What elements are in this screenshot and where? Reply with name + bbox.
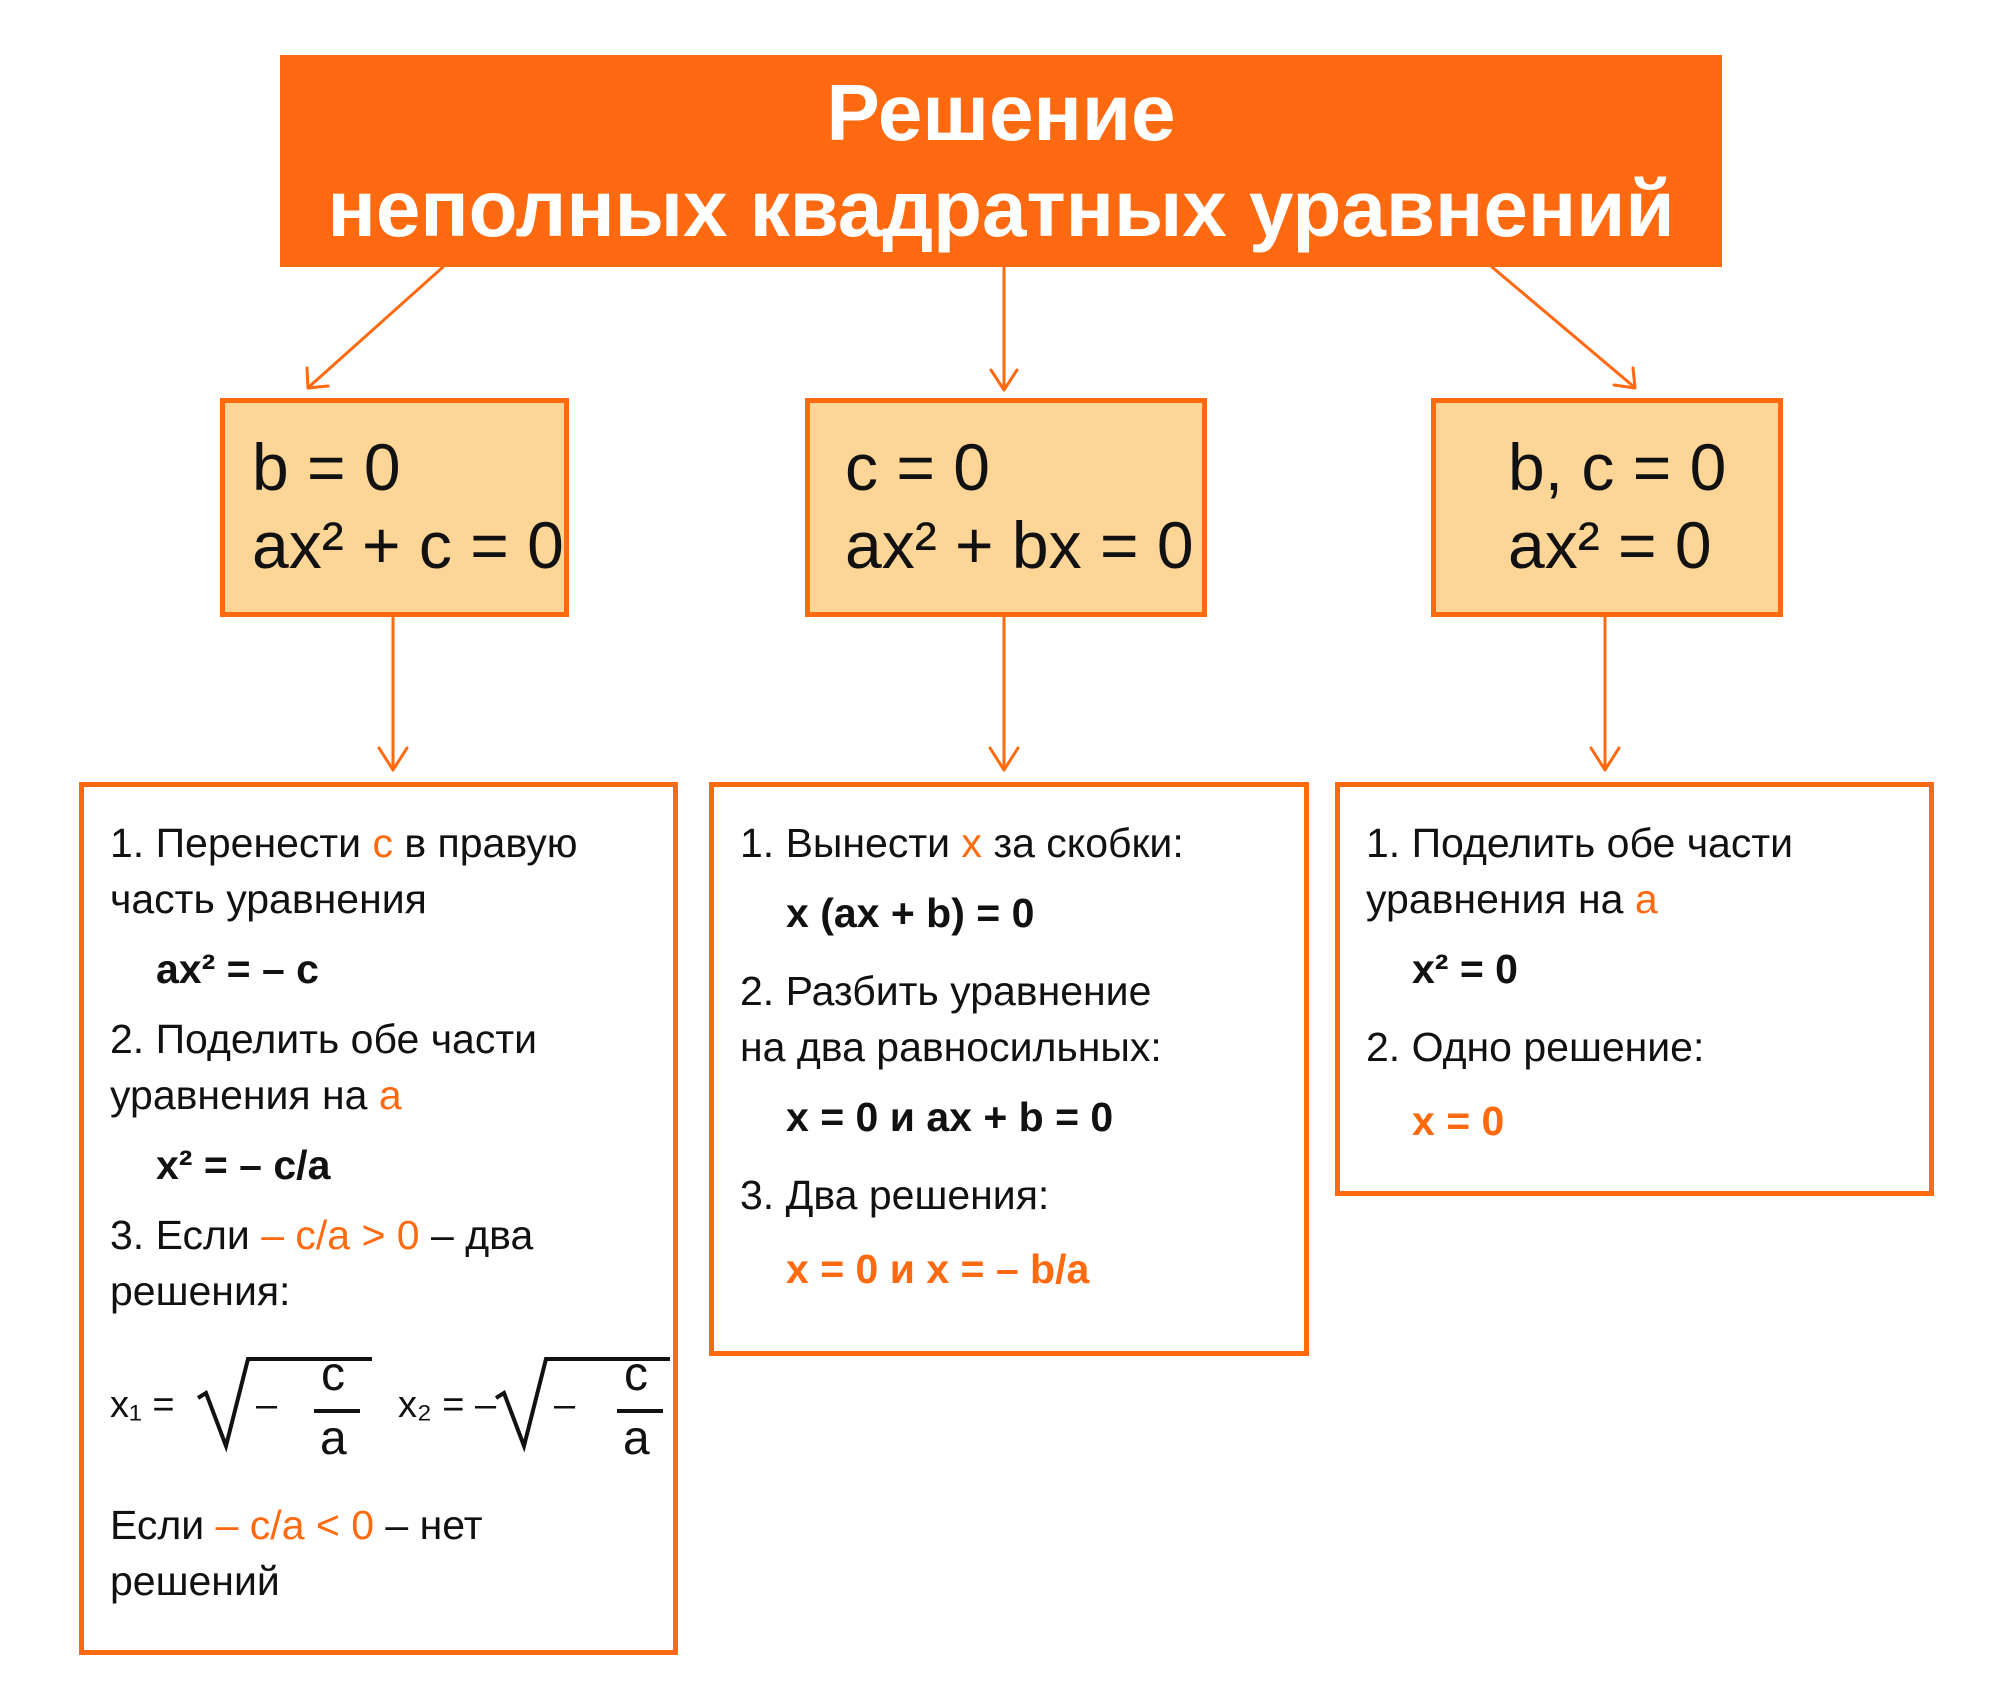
equation-1: x² = 0 xyxy=(1412,946,1518,992)
case-equation: ax² = 0 xyxy=(1508,508,1712,582)
x1-denominator: a xyxy=(320,1412,347,1465)
step-3-line-1: 3. Если – c/a > 0 – два xyxy=(110,1212,534,1258)
x1-inner-minus: – xyxy=(256,1384,278,1426)
x2-denominator: a xyxy=(623,1412,650,1465)
x2-inner-minus: – xyxy=(554,1384,576,1426)
steps-box-left xyxy=(79,782,678,1655)
title-line-1: Решение xyxy=(826,68,1176,157)
equation-2: x = 0 и ax + b = 0 xyxy=(786,1094,1114,1140)
step-2-line-2: на два равносильных: xyxy=(740,1024,1162,1070)
x2-label: x₂ = – xyxy=(398,1384,497,1426)
step-1-line-2: часть уравнения xyxy=(110,876,427,922)
case-equation: ax² + c = 0 xyxy=(252,508,564,582)
case-equation: ax² + bx = 0 xyxy=(845,508,1194,582)
step-1-line-1: 1. Поделить обе части xyxy=(1366,820,1794,866)
case-box-c-zero xyxy=(805,398,1207,617)
step-1-line-2: уравнения на a xyxy=(1366,876,1658,922)
case-box-b-c-zero xyxy=(1431,398,1783,617)
equation-1: x (ax + b) = 0 xyxy=(786,890,1035,936)
case-condition: c = 0 xyxy=(845,430,990,504)
step-4-line-2: решений xyxy=(110,1558,280,1604)
step-2-line-1: 2. Поделить обе части xyxy=(110,1016,538,1062)
case-condition: b, c = 0 xyxy=(1508,430,1727,504)
step-2: 2. Одно решение: xyxy=(1366,1024,1705,1070)
step-3-line-2: решения: xyxy=(110,1268,291,1314)
step-1-line-1: 1. Перенести c в правую xyxy=(110,820,578,866)
arrow-title-to-right xyxy=(1492,267,1633,386)
equation-1: ax² = – c xyxy=(156,946,319,992)
arrow-title-to-left xyxy=(310,267,443,386)
root-formulas xyxy=(110,1319,673,1469)
equation-2: x² = – c/a xyxy=(156,1142,331,1188)
steps-box-middle xyxy=(709,782,1309,1356)
title-banner xyxy=(280,55,1722,267)
x1-label: x₁ = xyxy=(110,1384,175,1426)
x2-numerator: c xyxy=(624,1348,648,1401)
case-condition: b = 0 xyxy=(252,430,401,504)
answer: x = 0 и x = – b/a xyxy=(786,1246,1090,1292)
step-4-line-1: Если – c/a < 0 – нет xyxy=(110,1502,483,1548)
step-2-line-2: уравнения на a xyxy=(110,1072,402,1118)
step-2-line-1: 2. Разбить уравнение xyxy=(740,968,1152,1014)
x1-numerator: c xyxy=(321,1348,345,1401)
steps-box-right xyxy=(1335,782,1934,1196)
title-line-2: неполных квадратных уравнений xyxy=(327,164,1675,253)
step-3: 3. Два решения: xyxy=(740,1172,1050,1218)
step-1-line-1: 1. Вынести x за скобки: xyxy=(740,820,1184,866)
radical-signs xyxy=(110,1319,670,1469)
case-box-b-zero xyxy=(220,398,569,617)
answer: x = 0 xyxy=(1412,1098,1505,1144)
